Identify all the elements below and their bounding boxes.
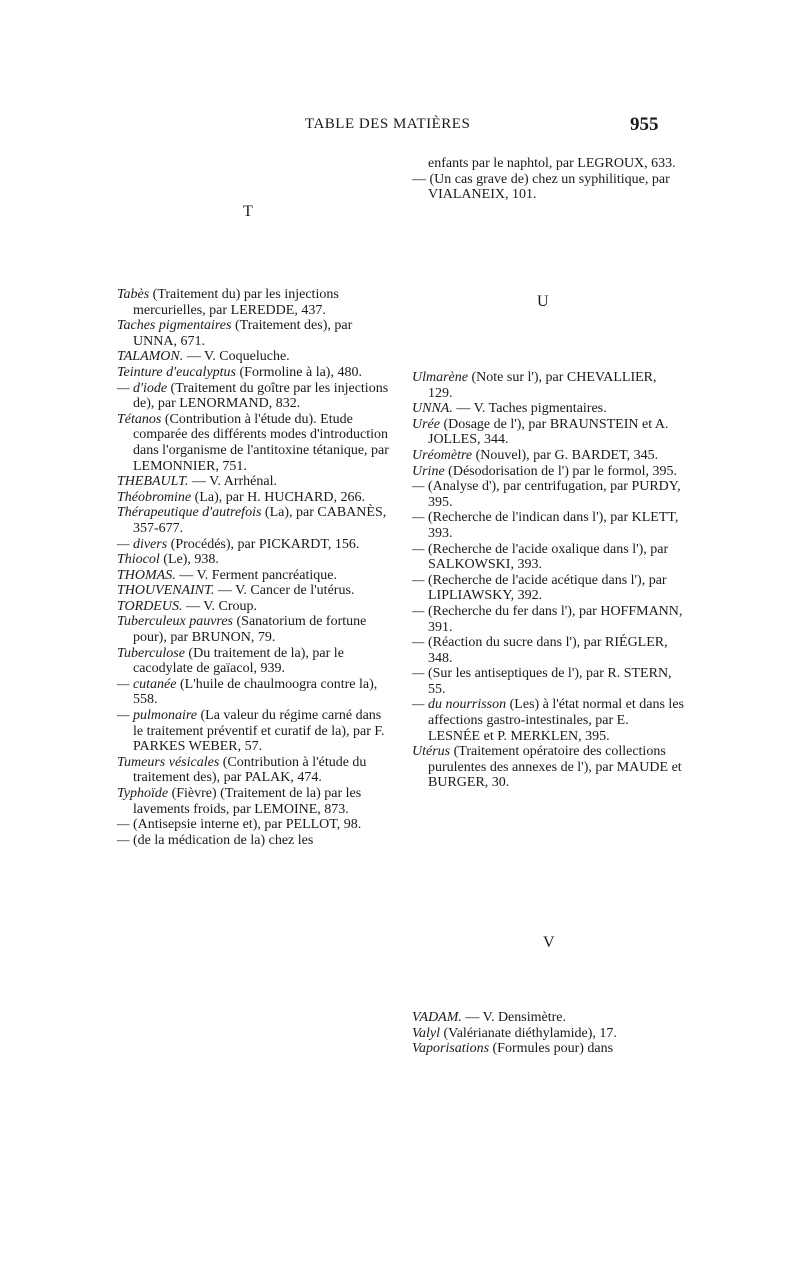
entry-term: — bbox=[117, 817, 130, 833]
entry-text: (Dosage de l'), par BRAUNSTEIN et A. JOLLES, 344. bbox=[428, 416, 669, 448]
entry-term: VADAM. bbox=[412, 1010, 462, 1025]
index-entry bbox=[412, 1010, 684, 1026]
index-entry bbox=[117, 677, 390, 708]
index-entry bbox=[117, 614, 390, 645]
index-entry bbox=[117, 786, 390, 817]
entry-term: Tumeurs vésicales bbox=[117, 754, 220, 770]
entry-term: Teinture d'eucalyptus bbox=[117, 364, 236, 380]
entry-text: — V. Cancer de l'utérus. bbox=[214, 583, 355, 599]
section-letter-t: T bbox=[243, 203, 253, 220]
index-entry bbox=[117, 817, 390, 833]
entry-text: — V. Ferment pancréatique. bbox=[175, 567, 337, 583]
entry-term: THOUVENAINT. bbox=[117, 583, 215, 599]
entry-term: Urine bbox=[412, 463, 445, 479]
entry-text: (Traitement opératoire des collections purulentes des annexes de l'), par MAUDE et BURGER, 30. bbox=[428, 744, 682, 791]
entry-term: Urée bbox=[412, 416, 440, 432]
index-entry bbox=[412, 697, 684, 744]
index-entry bbox=[117, 381, 390, 412]
index-entry bbox=[412, 542, 684, 573]
entry-term: Vaporisations bbox=[412, 1041, 490, 1057]
entry-term: — bbox=[412, 572, 425, 588]
index-entry bbox=[117, 552, 390, 568]
entry-text: (Note sur l'), par CHEVALLIER, 129. bbox=[428, 370, 657, 401]
entry-text: (Traitement des), par UNNA, 671. bbox=[133, 318, 353, 349]
entry-term: Ulmarène bbox=[412, 370, 468, 385]
entry-term: Uréomètre bbox=[412, 447, 473, 463]
right-column-u-entries bbox=[412, 370, 684, 791]
entry-term: — bbox=[412, 510, 425, 526]
entry-term: — pulmonaire bbox=[117, 708, 197, 724]
index-entry bbox=[412, 448, 684, 464]
entry-text: — V. Taches pigmentaires. bbox=[452, 401, 607, 417]
entry-text: (Antisepsie interne et), par PELLOT, 98. bbox=[129, 817, 362, 833]
entry-text: (Recherche de l'acide oxalique dans l'), par SALKOWSKI, 393. bbox=[424, 541, 669, 573]
section-letter-u: U bbox=[537, 293, 549, 310]
right-column-v-entries bbox=[412, 1010, 684, 1057]
entry-text: (Les) à l'état normal et dans les affections gastro-intestinales, par E. LESNÉE et P. MERKLEN, 395. bbox=[428, 697, 684, 744]
index-entry bbox=[412, 464, 684, 480]
entry-text: (Valérianate diéthylamide), 17. bbox=[440, 1025, 617, 1041]
entry-text: — V. Densimètre. bbox=[461, 1010, 566, 1025]
entry-term: Typhoïde bbox=[117, 786, 169, 801]
entry-term: Valyl bbox=[412, 1025, 440, 1041]
entry-text: — V. Arrhénal. bbox=[188, 474, 277, 490]
entry-text: (Sanatorium de fortune pour), par BRUNON, 79. bbox=[133, 614, 367, 646]
entry-text: (Fièvre) (Traitement de la) par les lavements froids, par LEMOINE, 873. bbox=[133, 786, 362, 817]
index-entry bbox=[117, 412, 390, 474]
index-entry bbox=[117, 474, 390, 490]
index-entry bbox=[412, 573, 684, 604]
index-entry bbox=[117, 708, 390, 755]
entry-text: (Traitement du) par les injections mercurielles, par LEREDDE, 437. bbox=[133, 287, 339, 318]
index-entry bbox=[117, 833, 390, 849]
entry-term: THEBAULT. bbox=[117, 474, 189, 490]
entry-text: (Désodorisation de l') par le formol, 395. bbox=[444, 463, 677, 479]
entry-term: — bbox=[412, 479, 425, 495]
index-entry bbox=[117, 646, 390, 677]
index-entry bbox=[117, 349, 390, 365]
entry-term: — bbox=[117, 832, 130, 848]
index-entry bbox=[117, 287, 390, 318]
index-entry bbox=[117, 490, 390, 506]
entry-term: Tétanos bbox=[117, 411, 162, 427]
index-entry bbox=[117, 537, 390, 553]
running-title: TABLE DES MATIÈRES bbox=[305, 116, 471, 132]
index-entry bbox=[117, 583, 390, 599]
page-number: 955 bbox=[630, 114, 659, 135]
index-entry bbox=[117, 599, 390, 615]
entry-text: (Formules pour) dans bbox=[489, 1041, 614, 1057]
section-letter-v: V bbox=[543, 934, 555, 951]
index-entry bbox=[412, 635, 684, 666]
entry-term: Tabès bbox=[117, 287, 150, 302]
index-entry bbox=[117, 755, 390, 786]
entry-text: — V. Croup. bbox=[182, 598, 258, 614]
right-column-continuation bbox=[412, 156, 684, 203]
index-entry bbox=[412, 1041, 684, 1057]
index-entry bbox=[117, 318, 390, 349]
entry-term: Tuberculose bbox=[117, 645, 185, 661]
entry-term: TORDEUS. bbox=[117, 598, 183, 614]
entry-text: (Recherche de l'indican dans l'), par KLETT, 393. bbox=[424, 510, 679, 541]
entry-text: (Procédés), par PICKARDT, 156. bbox=[167, 536, 360, 552]
entry-term: — bbox=[412, 541, 425, 557]
index-entry bbox=[117, 505, 390, 536]
index-entry: enfants par le naphtol, par LEGROUX, 633. bbox=[428, 156, 676, 171]
entry-term: UNNA. bbox=[412, 401, 453, 417]
entry-term: Thérapeutique d'autrefois bbox=[117, 505, 262, 521]
entry-term: — cutanée bbox=[117, 676, 177, 692]
left-column-t-entries bbox=[117, 287, 390, 848]
entry-term: — bbox=[412, 635, 425, 651]
index-entry bbox=[412, 370, 684, 401]
entry-text: — V. Coqueluche. bbox=[183, 349, 290, 365]
page-header bbox=[0, 116, 800, 140]
entry-text: (Contribution à l'étude du). Etude comparée des différents modes d'introduction dans l'organisme de l'antitoxine tétanique, par LEMONNIER, 751. bbox=[133, 411, 389, 474]
entry-text: (Contribution à l'étude du traitement des), par PALAK, 474. bbox=[133, 754, 367, 786]
entry-text: (de la médication de la) chez les bbox=[129, 832, 314, 848]
entry-term: — d'iode bbox=[117, 380, 168, 396]
index-entry bbox=[412, 510, 684, 541]
entry-term: TALAMON. bbox=[117, 349, 184, 365]
entry-text: (La), par H. HUCHARD, 266. bbox=[191, 489, 365, 505]
entry-text: (Du traitement de la), par le cacodylate de gaïacol, 939. bbox=[133, 645, 344, 677]
index-entry bbox=[412, 401, 684, 417]
index-entry bbox=[412, 666, 684, 697]
index-entry bbox=[117, 568, 390, 584]
entry-text: (Nouvel), par G. BARDET, 345. bbox=[472, 447, 659, 463]
entry-text: (Recherche du fer dans l'), par HOFFMANN, 391. bbox=[424, 603, 683, 635]
index-entry: — (Un cas grave de) chez un syphilitique, par VIALANEIX, 101. bbox=[412, 171, 670, 203]
entry-text: (Traitement du goître par les injections de), par LENORMAND, 832. bbox=[133, 380, 389, 412]
entry-term: Thiocol bbox=[117, 552, 160, 568]
entry-term: Utérus bbox=[412, 744, 451, 760]
entry-term: Taches pigmentaires bbox=[117, 318, 232, 334]
entry-term: THOMAS. bbox=[117, 567, 176, 583]
entry-text: (La), par CABANÈS, 357-677. bbox=[133, 505, 387, 536]
entry-term: — bbox=[412, 666, 425, 682]
entry-text: (Analyse d'), par centrifugation, par PURDY, 395. bbox=[424, 479, 681, 510]
entry-term: Théobromine bbox=[117, 489, 192, 505]
entry-text: (La valeur du régime carné dans le traitement préventif et curatif de la), par F. PARKES WEBER, 57. bbox=[133, 708, 385, 755]
entry-text: (L'huile de chaulmoogra contre la), 558. bbox=[133, 676, 378, 708]
entry-term: — du nourrisson bbox=[412, 697, 507, 713]
entry-text: (Sur les antiseptiques de l'), par R. STERN, 55. bbox=[424, 666, 672, 697]
entry-text: (Formoline à la), 480. bbox=[236, 364, 362, 380]
entry-text: (Recherche de l'acide acétique dans l'), par LIPLIAWSKY, 392. bbox=[424, 572, 667, 604]
entry-term: Tuberculeux pauvres bbox=[117, 614, 233, 630]
index-entry bbox=[117, 365, 390, 381]
entry-term: — divers bbox=[117, 536, 168, 552]
index-entry bbox=[412, 744, 684, 791]
entry-text: (Le), 938. bbox=[159, 552, 219, 568]
index-entry bbox=[412, 1026, 684, 1042]
index-entry bbox=[412, 604, 684, 635]
entry-text: (Réaction du sucre dans l'), par RIÉGLER, 348. bbox=[424, 635, 668, 666]
index-entry bbox=[412, 417, 684, 448]
index-entry bbox=[412, 479, 684, 510]
entry-term: — bbox=[412, 603, 425, 619]
